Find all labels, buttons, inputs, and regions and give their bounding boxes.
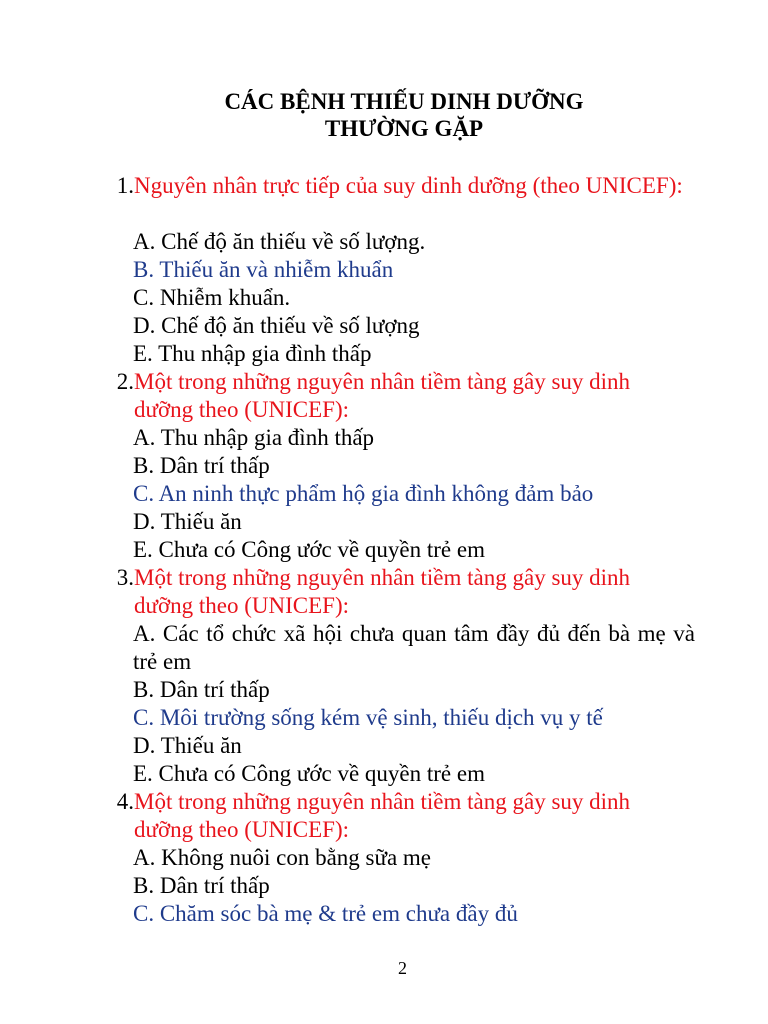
option-c-correct: C. Chăm sóc bà mẹ & trẻ em chưa đầy đủ (133, 901, 518, 926)
question-text: Một trong những nguyên nhân tiềm tàng gây suy dinh dưỡng theo (UNICEF): (134, 565, 631, 618)
option-e: E. Chưa có Công ước về quyền trẻ em (133, 761, 485, 786)
question-number: 2. (116, 369, 134, 394)
option-b: B. Dân trí thấp (133, 453, 270, 478)
option-c-correct: C. An ninh thực phẩm hộ gia đình không đảm bảo (133, 481, 594, 506)
question-text: Một trong những nguyên nhân tiềm tàng gây suy dinh dưỡng theo (UNICEF): (134, 369, 631, 422)
question-2 (110, 368, 694, 424)
question-number: 4. (116, 789, 134, 814)
option-e: E. Chưa có Công ước về quyền trẻ em (133, 537, 485, 562)
question-text: Nguyên nhân trực tiếp của suy dinh dưỡng (theo UNICEF): (134, 173, 683, 198)
title-line-2: THƯỜNG GẶP (324, 116, 484, 141)
option-e: E. Thu nhập gia đình thấp (133, 341, 372, 366)
option-a: A. Thu nhập gia đình thấp (133, 425, 375, 450)
question-text: Một trong những nguyên nhân tiềm tàng gây suy dinh dưỡng theo (UNICEF): (134, 789, 631, 842)
option-a: A. Chế độ ăn thiếu về số lượng. (133, 229, 426, 254)
option-b-correct: B. Thiếu ăn và nhiễm khuẩn (133, 257, 394, 282)
option-d: D. Chế độ ăn thiếu về số lượng (133, 313, 420, 338)
option-c-correct: C. Môi trường sống kém vệ sinh, thiếu dịch vụ y tế (133, 705, 603, 730)
question-4 (110, 788, 694, 844)
page-number: 2 (398, 958, 407, 978)
option-a: A. Không nuôi con bằng sữa mẹ (133, 845, 432, 870)
option-a: A. Các tổ chức xã hội chưa quan tâm đầy đủ đến bà mẹ và trẻ em (133, 621, 695, 674)
option-d: D. Thiếu ăn (133, 733, 242, 758)
option-b: B. Dân trí thấp (133, 873, 270, 898)
option-c: C. Nhiễm khuẩn. (133, 285, 291, 310)
question-1 (110, 172, 694, 200)
question-number: 3. (116, 565, 134, 590)
question-number: 1. (116, 173, 134, 198)
option-d: D. Thiếu ăn (133, 509, 242, 534)
question-3 (110, 564, 694, 620)
title-line-1: CÁC BỆNH THIẾU DINH DƯỠNG (224, 89, 584, 114)
option-b: B. Dân trí thấp (133, 677, 270, 702)
